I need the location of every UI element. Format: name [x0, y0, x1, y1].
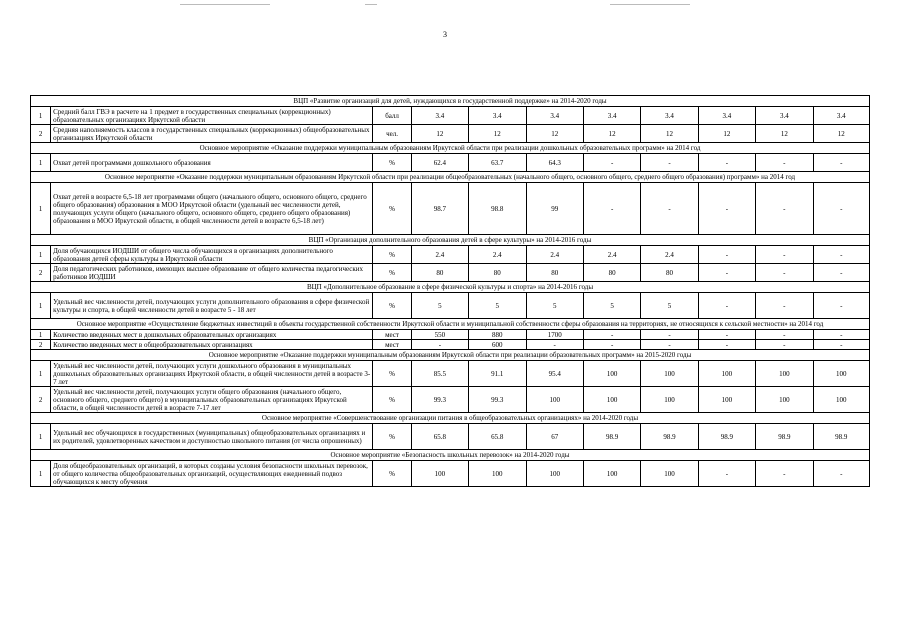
- value-cell: 65.8: [411, 424, 468, 450]
- value-cell: 64.3: [526, 154, 583, 172]
- section-header-row: [31, 413, 870, 424]
- value-cell: 91.1: [469, 361, 526, 387]
- scan-artifact-line: [610, 4, 690, 5]
- value-cell: -: [813, 330, 869, 340]
- table-row: [31, 424, 870, 450]
- value-cell: 67: [526, 424, 583, 450]
- value-cell: 65.8: [469, 424, 526, 450]
- unit-cell: балл: [373, 107, 411, 125]
- table-row: [31, 361, 870, 387]
- value-cell: 12: [698, 125, 755, 143]
- row-number: 2: [31, 125, 51, 143]
- table-row: [31, 264, 870, 282]
- value-cell: -: [756, 330, 813, 340]
- value-cell: 100: [813, 361, 869, 387]
- value-cell: 62.4: [411, 154, 468, 172]
- scan-artifact-line: [180, 4, 270, 5]
- section-title: Основное мероприятие «Оказание поддержки муниципальным образованиям Иркутской области при реализации дошкольных образовательных программ» на 2014 год: [31, 143, 870, 154]
- table-row: [31, 246, 870, 264]
- value-cell: 5: [641, 293, 698, 319]
- value-cell: -: [756, 264, 813, 282]
- value-cell: 550: [411, 330, 468, 340]
- value-cell: 100: [813, 387, 869, 413]
- value-cell: 2.4: [469, 246, 526, 264]
- section-header-row: [31, 350, 870, 361]
- indicator-name: Удельный вес численности детей, получающих услуги общего образования (начального общего, основного общего, среднего общего) в муниципальных образовательных организациях Иркутской области, в общей численности детей в возрасте 7-17 лет: [51, 387, 373, 413]
- table-row: [31, 461, 870, 487]
- indicator-name: Удельный вес обучающихся в государственных (муниципальных) общеобразовательных организациях и их родителей, удовлетворенных качеством и доступностью школьного питания (от числа опрошенных): [51, 424, 373, 450]
- section-title: Основное мероприятие «Совершенствование организации питания в общеобразовательных организациях» на 2014-2020 годы: [31, 413, 870, 424]
- value-cell: 98.7: [411, 183, 468, 235]
- value-cell: -: [641, 330, 698, 340]
- row-number: 1: [31, 107, 51, 125]
- value-cell: 2.4: [641, 246, 698, 264]
- value-cell: 12: [583, 125, 640, 143]
- value-cell: -: [698, 264, 755, 282]
- value-cell: -: [583, 340, 640, 350]
- value-cell: -: [756, 293, 813, 319]
- unit-cell: чел.: [373, 125, 411, 143]
- value-cell: 880: [469, 330, 526, 340]
- value-cell: 98.9: [813, 424, 869, 450]
- value-cell: -: [411, 340, 468, 350]
- value-cell: 100: [698, 361, 755, 387]
- unit-cell: %: [373, 154, 411, 172]
- value-cell: 3.4: [526, 107, 583, 125]
- row-number: 1: [31, 183, 51, 235]
- value-cell: -: [641, 340, 698, 350]
- value-cell: -: [641, 154, 698, 172]
- value-cell: 5: [526, 293, 583, 319]
- value-cell: 12: [411, 125, 468, 143]
- value-cell: 600: [469, 340, 526, 350]
- indicator-name: Средняя наполняемость классов в государственных специальных (коррекционных) общеобразовательных организациях Иркутской области: [51, 125, 373, 143]
- value-cell: 98.9: [698, 424, 755, 450]
- indicator-name: Средний балл ГВЭ в расчете на 1 предмет в государственных специальных (коррекционных) образовательных организациях Иркутской области: [51, 107, 373, 125]
- value-cell: -: [813, 340, 869, 350]
- value-cell: 98.9: [641, 424, 698, 450]
- indicators-table: [30, 95, 870, 487]
- section-title: ВЦП «Организация дополнительного образования детей в сфере культуры» на 2014-2016 годы: [31, 235, 870, 246]
- row-number: 1: [31, 246, 51, 264]
- value-cell: 80: [583, 264, 640, 282]
- value-cell: 100: [583, 461, 640, 487]
- value-cell: 3.4: [698, 107, 755, 125]
- value-cell: -: [813, 461, 869, 487]
- value-cell: 1700: [526, 330, 583, 340]
- section-title: Основное мероприятие «Осуществление бюджетных инвестиций в объекты государственной собственности Иркутской области и муниципальной собственности сферы образования на территориях, не относящихся к сельской местности» на 2014 год: [31, 319, 870, 330]
- value-cell: 99: [526, 183, 583, 235]
- value-cell: -: [583, 330, 640, 340]
- value-cell: 100: [526, 387, 583, 413]
- table-body: [31, 96, 870, 487]
- value-cell: 12: [813, 125, 869, 143]
- table-row: [31, 107, 870, 125]
- section-title: Основное мероприятие «Оказание поддержки муниципальным образованиям Иркутской области при реализации образовательных программ» на 2015-2020 годы: [31, 350, 870, 361]
- section-title: Основное мероприятие «Безопасность школьных перевозок» на 2014-2020 годы: [31, 450, 870, 461]
- value-cell: 80: [411, 264, 468, 282]
- value-cell: 3.4: [813, 107, 869, 125]
- row-number: 2: [31, 340, 51, 350]
- indicator-name: Количество введенных мест в дошкольных образовательных организациях: [51, 330, 373, 340]
- row-number: 2: [31, 387, 51, 413]
- indicator-name: Удельный вес численности детей, получающих услуги дошкольного образования в муниципальных дошкольных образовательных организациях Иркутской области, в общей численности детей в возрасте 3-7 лет: [51, 361, 373, 387]
- page-number: 3: [443, 30, 447, 39]
- unit-cell: %: [373, 183, 411, 235]
- value-cell: 100: [526, 461, 583, 487]
- unit-cell: %: [373, 424, 411, 450]
- indicator-name: Доля общеобразовательных организаций, в которых созданы условия безопасности школьных перевозок, от общего количества общеобразовательных организаций, осуществляющих ежедневный подвоз обучающихся к месту обучения: [51, 461, 373, 487]
- value-cell: 80: [526, 264, 583, 282]
- value-cell: -: [756, 246, 813, 264]
- section-title: Основное мероприятие «Оказание поддержки муниципальным образованиям Иркутской области при реализации общеобразовательных (начального общего, основного общего, среднего общего образования) программ» на 2014 год: [31, 172, 870, 183]
- value-cell: 3.4: [756, 107, 813, 125]
- table-row: [31, 293, 870, 319]
- row-number: 2: [31, 264, 51, 282]
- value-cell: 80: [469, 264, 526, 282]
- value-cell: 100: [756, 387, 813, 413]
- section-header-row: [31, 319, 870, 330]
- value-cell: 3.4: [469, 107, 526, 125]
- indicator-name: Доля педагогических работников, имеющих высшее образование от общего количества педагогических работников ИОДШИ: [51, 264, 373, 282]
- value-cell: 85.5: [411, 361, 468, 387]
- row-number: 1: [31, 330, 51, 340]
- value-cell: -: [813, 246, 869, 264]
- value-cell: 2.4: [526, 246, 583, 264]
- unit-cell: %: [373, 246, 411, 264]
- unit-cell: %: [373, 387, 411, 413]
- unit-cell: мест: [373, 340, 411, 350]
- value-cell: 3.4: [583, 107, 640, 125]
- value-cell: 5: [583, 293, 640, 319]
- value-cell: -: [583, 154, 640, 172]
- value-cell: -: [641, 183, 698, 235]
- table-row: [31, 154, 870, 172]
- section-title: ВЦП «Развитие организаций для детей, нуждающихся в государственной поддержке» на 2014-2020 годы: [31, 96, 870, 107]
- value-cell: -: [698, 461, 755, 487]
- value-cell: -: [756, 183, 813, 235]
- indicator-name: Охват детей программами дошкольного образования: [51, 154, 373, 172]
- value-cell: 99.3: [411, 387, 468, 413]
- value-cell: -: [526, 340, 583, 350]
- unit-cell: %: [373, 361, 411, 387]
- value-cell: 12: [469, 125, 526, 143]
- section-header-row: [31, 282, 870, 293]
- value-cell: -: [813, 154, 869, 172]
- value-cell: 95.4: [526, 361, 583, 387]
- value-cell: 80: [641, 264, 698, 282]
- value-cell: 100: [583, 387, 640, 413]
- indicator-name: Доля обучающихся ИОДШИ от общего числа обучающихся в организациях дополнительного образования детей сферы культуры в Иркутской области: [51, 246, 373, 264]
- unit-cell: %: [373, 293, 411, 319]
- table-row: [31, 125, 870, 143]
- indicator-name: Количество введенных мест в общеобразовательных организациях: [51, 340, 373, 350]
- value-cell: 5: [411, 293, 468, 319]
- indicator-name: Охват детей в возрасте 6,5-18 лет программами общего (начального общего, основного общего, среднего общего образования) образования в МОО Иркутской области (удельный вес численности детей, получающих услуги общего (начального общего, основного общего, среднего общего образования) образования в МОО Иркутской области, в общей численности детей в возрасте 6,5-18 лет): [51, 183, 373, 235]
- section-header-row: [31, 450, 870, 461]
- value-cell: -: [813, 264, 869, 282]
- unit-cell: %: [373, 461, 411, 487]
- scan-artifact-line: [365, 4, 377, 5]
- indicator-name: Удельный вес численности детей, получающих услуги дополнительного образования в сфере физической культуры и спорта, в общей численности детей в возрасте 5 - 18 лет: [51, 293, 373, 319]
- value-cell: 100: [583, 361, 640, 387]
- value-cell: -: [698, 340, 755, 350]
- value-cell: -: [698, 246, 755, 264]
- row-number: 1: [31, 424, 51, 450]
- row-number: 1: [31, 361, 51, 387]
- table-row: [31, 330, 870, 340]
- value-cell: 12: [756, 125, 813, 143]
- value-cell: 12: [526, 125, 583, 143]
- value-cell: 100: [411, 461, 468, 487]
- section-header-row: [31, 143, 870, 154]
- value-cell: 3.4: [641, 107, 698, 125]
- value-cell: -: [813, 293, 869, 319]
- indicators-table-wrapper: [30, 95, 870, 487]
- value-cell: 100: [641, 387, 698, 413]
- value-cell: -: [756, 340, 813, 350]
- value-cell: -: [698, 154, 755, 172]
- section-header-row: [31, 172, 870, 183]
- row-number: 1: [31, 154, 51, 172]
- section-header-row: [31, 235, 870, 246]
- value-cell: -: [756, 154, 813, 172]
- value-cell: 12: [641, 125, 698, 143]
- value-cell: 98.9: [756, 424, 813, 450]
- value-cell: 98.8: [469, 183, 526, 235]
- unit-cell: мест: [373, 330, 411, 340]
- value-cell: 3.4: [411, 107, 468, 125]
- value-cell: 100: [469, 461, 526, 487]
- table-row: [31, 183, 870, 235]
- table-row: [31, 340, 870, 350]
- value-cell: -: [756, 461, 813, 487]
- value-cell: -: [698, 183, 755, 235]
- value-cell: 100: [641, 461, 698, 487]
- value-cell: 100: [698, 387, 755, 413]
- section-header-row: [31, 96, 870, 107]
- value-cell: 100: [756, 361, 813, 387]
- value-cell: 63.7: [469, 154, 526, 172]
- value-cell: 2.4: [583, 246, 640, 264]
- row-number: 1: [31, 461, 51, 487]
- section-title: ВЦП «Дополнительное образование в сфере физической культуры и спорта» на 2014-2016 годы: [31, 282, 870, 293]
- value-cell: 5: [469, 293, 526, 319]
- value-cell: 99.3: [469, 387, 526, 413]
- value-cell: -: [813, 183, 869, 235]
- unit-cell: %: [373, 264, 411, 282]
- value-cell: 2.4: [411, 246, 468, 264]
- value-cell: -: [698, 330, 755, 340]
- table-row: [31, 387, 870, 413]
- value-cell: -: [583, 183, 640, 235]
- value-cell: -: [698, 293, 755, 319]
- value-cell: 98.9: [583, 424, 640, 450]
- row-number: 1: [31, 293, 51, 319]
- value-cell: 100: [641, 361, 698, 387]
